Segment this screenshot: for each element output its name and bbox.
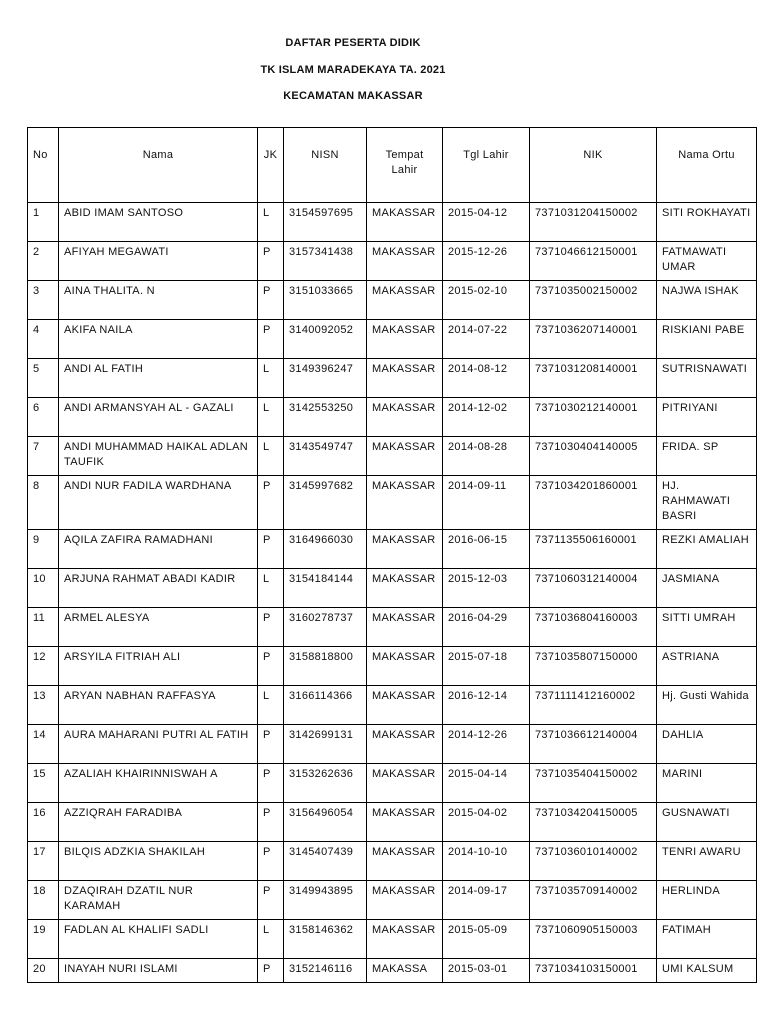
cell-nik: 7371036010140002	[530, 842, 657, 881]
cell-nik: 7371135506160001	[530, 530, 657, 569]
heading-line-3: KECAMATAN MAKASSAR	[283, 90, 423, 102]
cell-nik: 7371111412160002	[530, 686, 657, 725]
cell-nama: ANDI NUR FADILA WARDHANA	[59, 476, 258, 530]
table-row	[28, 647, 757, 686]
cell-jk: P	[258, 281, 284, 320]
cell-no: 10	[28, 569, 59, 608]
cell-no: 19	[28, 920, 59, 959]
cell-nisn: 3154597695	[284, 203, 367, 242]
cell-nama: ARSYILA FITRIAH ALI	[59, 647, 258, 686]
cell-nisn: 3158818800	[284, 647, 367, 686]
table-row	[28, 842, 757, 881]
cell-tgl-lahir: 2015-04-02	[443, 803, 530, 842]
cell-tgl-lahir: 2016-04-29	[443, 608, 530, 647]
cell-nama-ortu: GUSNAWATI	[657, 803, 757, 842]
cell-nama: BILQIS ADZKIA SHAKILAH	[59, 842, 258, 881]
table-row	[28, 608, 757, 647]
cell-nama-ortu: RISKIANI PABE	[657, 320, 757, 359]
cell-nik: 7371036207140001	[530, 320, 657, 359]
cell-tgl-lahir: 2015-02-10	[443, 281, 530, 320]
cell-tempat-lahir: MAKASSAR	[367, 476, 443, 530]
cell-nama-ortu: ASTRIANA	[657, 647, 757, 686]
cell-nama-ortu: UMI KALSUM	[657, 959, 757, 983]
table-row	[28, 398, 757, 437]
cell-nisn: 3143549747	[284, 437, 367, 476]
cell-nama: ARMEL ALESYA	[59, 608, 258, 647]
cell-tempat-lahir: MAKASSAR	[367, 569, 443, 608]
cell-nisn: 3156496054	[284, 803, 367, 842]
cell-tempat-lahir: MAKASSAR	[367, 881, 443, 920]
cell-nik: 7371035709140002	[530, 881, 657, 920]
cell-tgl-lahir: 2015-05-09	[443, 920, 530, 959]
table-row	[28, 569, 757, 608]
cell-no: 4	[28, 320, 59, 359]
header-no: No	[28, 128, 59, 203]
cell-jk: L	[258, 569, 284, 608]
cell-tgl-lahir: 2014-08-28	[443, 437, 530, 476]
cell-jk: L	[258, 437, 284, 476]
cell-no: 3	[28, 281, 59, 320]
cell-tempat-lahir: MAKASSAR	[367, 803, 443, 842]
cell-nisn: 3158146362	[284, 920, 367, 959]
cell-no: 14	[28, 725, 59, 764]
cell-jk: P	[258, 647, 284, 686]
cell-jk: P	[258, 842, 284, 881]
cell-nama-ortu: SUTRISNAWATI	[657, 359, 757, 398]
cell-nama-ortu: Hj. Gusti Wahida	[657, 686, 757, 725]
cell-nama-ortu: FATMAWATI UMAR	[657, 242, 757, 281]
table-row	[28, 437, 757, 476]
cell-nisn: 3153262636	[284, 764, 367, 803]
heading-line-1: DAFTAR PESERTA DIDIK	[285, 37, 421, 49]
table-row	[28, 281, 757, 320]
header-nisn: NISN	[284, 128, 367, 203]
cell-tempat-lahir: MAKASSAR	[367, 398, 443, 437]
cell-nik: 7371031204150002	[530, 203, 657, 242]
cell-nama-ortu: PITRIYANI	[657, 398, 757, 437]
cell-jk: P	[258, 803, 284, 842]
cell-tempat-lahir: MAKASSAR	[367, 242, 443, 281]
cell-nik: 7371034204150005	[530, 803, 657, 842]
cell-tgl-lahir: 2015-04-14	[443, 764, 530, 803]
cell-tempat-lahir: MAKASSAR	[367, 530, 443, 569]
cell-nama: AKIFA NAILA	[59, 320, 258, 359]
cell-nama-ortu: HJ. RAHMAWATI BASRI	[657, 476, 757, 530]
cell-nama-ortu: FRIDA. SP	[657, 437, 757, 476]
cell-tempat-lahir: MAKASSAR	[367, 686, 443, 725]
cell-nisn: 3142553250	[284, 398, 367, 437]
cell-tgl-lahir: 2014-12-26	[443, 725, 530, 764]
cell-no: 11	[28, 608, 59, 647]
cell-no: 17	[28, 842, 59, 881]
cell-jk: P	[258, 530, 284, 569]
header-tgl-lahir: Tgl Lahir	[443, 128, 530, 203]
cell-tempat-lahir: MAKASSAR	[367, 842, 443, 881]
cell-tgl-lahir: 2016-12-14	[443, 686, 530, 725]
cell-nisn: 3160278737	[284, 608, 367, 647]
cell-nama-ortu: SITI ROKHAYATI	[657, 203, 757, 242]
table-row	[28, 881, 757, 920]
cell-jk: L	[258, 359, 284, 398]
cell-nama: ANDI AL FATIH	[59, 359, 258, 398]
cell-nisn: 3154184144	[284, 569, 367, 608]
cell-jk: P	[258, 476, 284, 530]
cell-jk: P	[258, 320, 284, 359]
cell-nik: 7371030404140005	[530, 437, 657, 476]
cell-nama: DZAQIRAH DZATIL NUR KARAMAH	[59, 881, 258, 920]
cell-nama: INAYAH NURI ISLAMI	[59, 959, 258, 983]
cell-tgl-lahir: 2015-12-03	[443, 569, 530, 608]
cell-nama-ortu: TENRI AWARU	[657, 842, 757, 881]
cell-nik: 7371035002150002	[530, 281, 657, 320]
student-table	[27, 127, 757, 983]
cell-nisn: 3157341438	[284, 242, 367, 281]
cell-nama-ortu: DAHLIA	[657, 725, 757, 764]
cell-jk: L	[258, 398, 284, 437]
cell-nama: AINA THALITA. N	[59, 281, 258, 320]
cell-nik: 7371036804160003	[530, 608, 657, 647]
cell-no: 5	[28, 359, 59, 398]
table-header-row	[28, 128, 757, 203]
cell-nisn: 3164966030	[284, 530, 367, 569]
cell-tempat-lahir: MAKASSAR	[367, 725, 443, 764]
cell-tgl-lahir: 2015-03-01	[443, 959, 530, 983]
cell-no: 18	[28, 881, 59, 920]
cell-tgl-lahir: 2014-07-22	[443, 320, 530, 359]
cell-nisn: 3145407439	[284, 842, 367, 881]
cell-no: 8	[28, 476, 59, 530]
table-row	[28, 242, 757, 281]
table-row	[28, 203, 757, 242]
document-heading	[0, 36, 706, 116]
cell-jk: L	[258, 203, 284, 242]
cell-jk: P	[258, 242, 284, 281]
cell-tempat-lahir: MAKASSAR	[367, 647, 443, 686]
heading-line-2: TK ISLAM MARADEKAYA TA. 2021	[260, 63, 446, 76]
cell-nama: ARJUNA RAHMAT ABADI KADIR	[59, 569, 258, 608]
cell-jk: L	[258, 686, 284, 725]
cell-no: 12	[28, 647, 59, 686]
cell-tempat-lahir: MAKASSAR	[367, 764, 443, 803]
cell-nama: ARYAN NABHAN RAFFASYA	[59, 686, 258, 725]
table-row	[28, 920, 757, 959]
cell-nama-ortu: MARINI	[657, 764, 757, 803]
cell-tgl-lahir: 2015-07-18	[443, 647, 530, 686]
cell-tempat-lahir: MAKASSA	[367, 959, 443, 983]
cell-no: 2	[28, 242, 59, 281]
cell-nik: 7371060905150003	[530, 920, 657, 959]
cell-nama: ANDI ARMANSYAH AL - GAZALI	[59, 398, 258, 437]
cell-nama: AQILA ZAFIRA RAMADHANI	[59, 530, 258, 569]
cell-no: 20	[28, 959, 59, 983]
table-body	[28, 203, 757, 983]
cell-tempat-lahir: MAKASSAR	[367, 608, 443, 647]
cell-nama-ortu: HERLINDA	[657, 881, 757, 920]
table-row	[28, 359, 757, 398]
cell-tempat-lahir: MAKASSAR	[367, 359, 443, 398]
cell-nisn: 3152146116	[284, 959, 367, 983]
table-row	[28, 320, 757, 359]
cell-no: 13	[28, 686, 59, 725]
table-row	[28, 686, 757, 725]
cell-tempat-lahir: MAKASSAR	[367, 320, 443, 359]
table-row	[28, 764, 757, 803]
table-row	[28, 476, 757, 530]
cell-tgl-lahir: 2014-09-17	[443, 881, 530, 920]
cell-nisn: 3149396247	[284, 359, 367, 398]
header-nama-ortu: Nama Ortu	[657, 128, 757, 203]
cell-no: 9	[28, 530, 59, 569]
cell-nisn: 3166114366	[284, 686, 367, 725]
cell-no: 6	[28, 398, 59, 437]
header-nama: Nama	[59, 128, 258, 203]
cell-nik: 7371035807150000	[530, 647, 657, 686]
cell-no: 15	[28, 764, 59, 803]
cell-tgl-lahir: 2014-08-12	[443, 359, 530, 398]
cell-jk: P	[258, 725, 284, 764]
cell-nisn: 3140092052	[284, 320, 367, 359]
cell-tgl-lahir: 2016-06-15	[443, 530, 530, 569]
cell-jk: P	[258, 608, 284, 647]
table-row	[28, 725, 757, 764]
cell-nik: 7371046612150001	[530, 242, 657, 281]
cell-nama-ortu: REZKI AMALIAH	[657, 530, 757, 569]
cell-nama: AFIYAH MEGAWATI	[59, 242, 258, 281]
header-nik: NIK	[530, 128, 657, 203]
table-row	[28, 959, 757, 983]
cell-nama: AZZIQRAH FARADIBA	[59, 803, 258, 842]
cell-tgl-lahir: 2014-09-11	[443, 476, 530, 530]
cell-no: 1	[28, 203, 59, 242]
cell-tgl-lahir: 2015-12-26	[443, 242, 530, 281]
cell-nama: FADLAN AL KHALIFI SADLI	[59, 920, 258, 959]
cell-jk: P	[258, 881, 284, 920]
cell-nama: ABID IMAM SANTOSO	[59, 203, 258, 242]
cell-nama-ortu: FATIMAH	[657, 920, 757, 959]
cell-nisn: 3149943895	[284, 881, 367, 920]
cell-tempat-lahir: MAKASSAR	[367, 203, 443, 242]
cell-no: 7	[28, 437, 59, 476]
cell-tgl-lahir: 2015-04-12	[443, 203, 530, 242]
cell-nik: 7371035404150002	[530, 764, 657, 803]
cell-jk: P	[258, 764, 284, 803]
cell-tgl-lahir: 2014-12-02	[443, 398, 530, 437]
cell-nama-ortu: JASMIANA	[657, 569, 757, 608]
cell-tgl-lahir: 2014-10-10	[443, 842, 530, 881]
cell-nama: AZALIAH KHAIRINNISWAH A	[59, 764, 258, 803]
table-row	[28, 530, 757, 569]
cell-nik: 7371036612140004	[530, 725, 657, 764]
cell-nama: AURA MAHARANI PUTRI AL FATIH	[59, 725, 258, 764]
cell-jk: L	[258, 920, 284, 959]
cell-nik: 7371031208140001	[530, 359, 657, 398]
header-tempat-lahir: Tempat Lahir	[367, 128, 443, 203]
cell-tempat-lahir: MAKASSAR	[367, 437, 443, 476]
cell-nisn: 3145997682	[284, 476, 367, 530]
cell-nisn: 3151033665	[284, 281, 367, 320]
cell-nik: 7371030212140001	[530, 398, 657, 437]
cell-no: 16	[28, 803, 59, 842]
cell-nama-ortu: SITTI UMRAH	[657, 608, 757, 647]
cell-nisn: 3142699131	[284, 725, 367, 764]
table-row	[28, 803, 757, 842]
cell-jk: P	[258, 959, 284, 983]
cell-nik: 7371034201860001	[530, 476, 657, 530]
cell-nama-ortu: NAJWA ISHAK	[657, 281, 757, 320]
cell-nik: 7371034103150001	[530, 959, 657, 983]
cell-nama: ANDI MUHAMMAD HAIKAL ADLAN TAUFIK	[59, 437, 258, 476]
cell-nik: 7371060312140004	[530, 569, 657, 608]
cell-tempat-lahir: MAKASSAR	[367, 920, 443, 959]
cell-tempat-lahir: MAKASSAR	[367, 281, 443, 320]
header-jk: JK	[258, 128, 284, 203]
